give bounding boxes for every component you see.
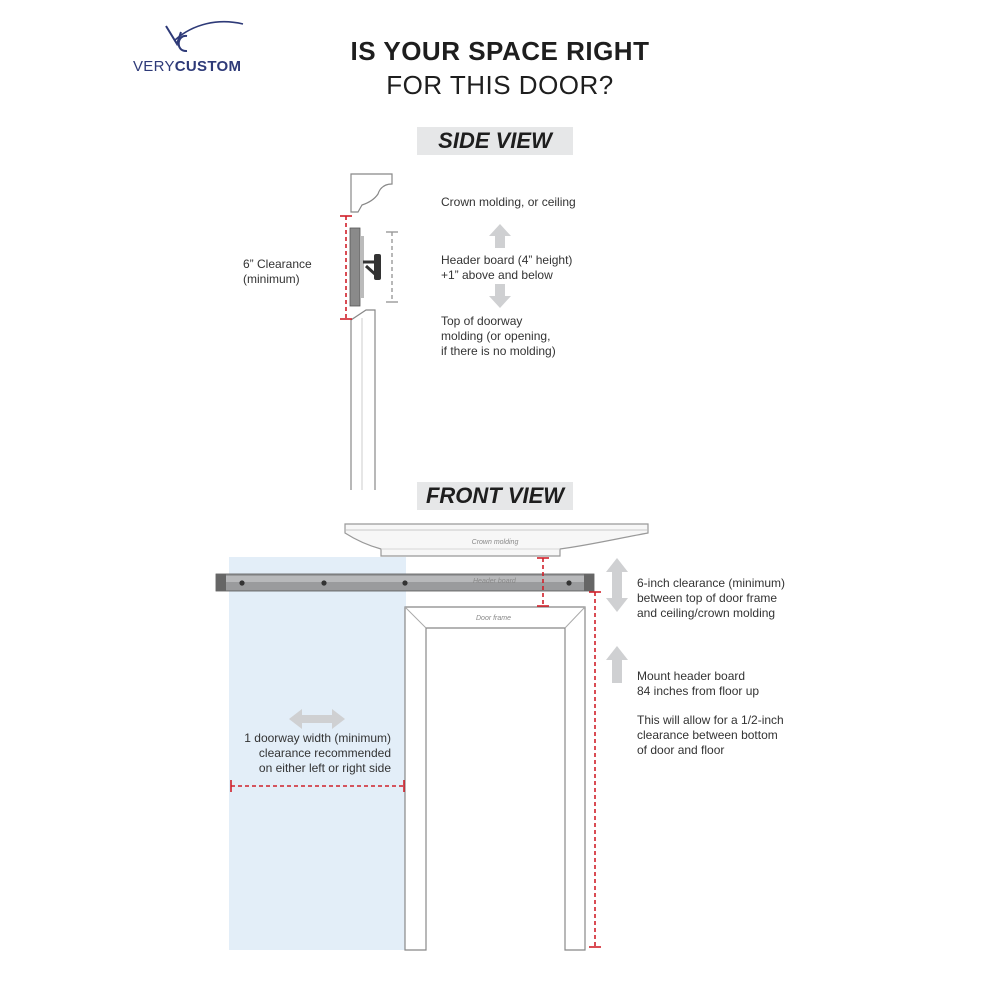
header-board-tag: Header board (473, 578, 516, 585)
page-title: IS YOUR SPACE RIGHT (350, 36, 650, 66)
side-crown-molding (351, 174, 392, 212)
arrow-down-icon (489, 284, 511, 308)
side-width-note: 1 doorway width (minimum) clearance recommended on either left or right side (244, 731, 391, 775)
front-door-frame (405, 607, 585, 950)
door-floor-gap-note: This will allow for a 1/2-inch clearance between bottom of door and floor (637, 713, 784, 757)
brand-name-part2: CUSTOM (174, 58, 242, 75)
brand-name-part1: VERY (133, 58, 175, 75)
front-width-clearance-line (231, 780, 404, 792)
door-frame-tag: Door frame (476, 615, 512, 622)
page-subtitle: FOR THIS DOOR? (386, 70, 614, 100)
front-mount-height-line (589, 592, 601, 947)
crown-molding-note: Crown molding, or ceiling (441, 195, 576, 209)
double-arrow-horizontal-icon (289, 709, 345, 729)
side-header-height-line (386, 232, 398, 302)
side-header-board (350, 228, 381, 306)
front-header-board (216, 574, 594, 591)
double-arrow-vertical-icon (606, 558, 628, 612)
side-door-frame (351, 310, 375, 490)
doorway-molding-note: Top of doorway molding (or opening, if there is no molding) (441, 314, 556, 358)
header-board-note: Header board (4” height) +1” above and below (441, 253, 573, 282)
top-clearance-note: 6-inch clearance (minimum) between top of door frame and ceiling/crown molding (637, 576, 786, 620)
crown-molding-tag: Crown molding (471, 539, 519, 546)
side-clearance-note: 6” Clearance (minimum) (243, 257, 312, 286)
mount-height-note: Mount header board 84 inches from floor up (637, 669, 760, 698)
front-view-heading: FRONT VIEW (417, 482, 573, 510)
arrow-up-icon (489, 224, 511, 248)
arrow-up-icon (606, 646, 628, 683)
side-view-heading: SIDE VIEW (417, 127, 573, 155)
